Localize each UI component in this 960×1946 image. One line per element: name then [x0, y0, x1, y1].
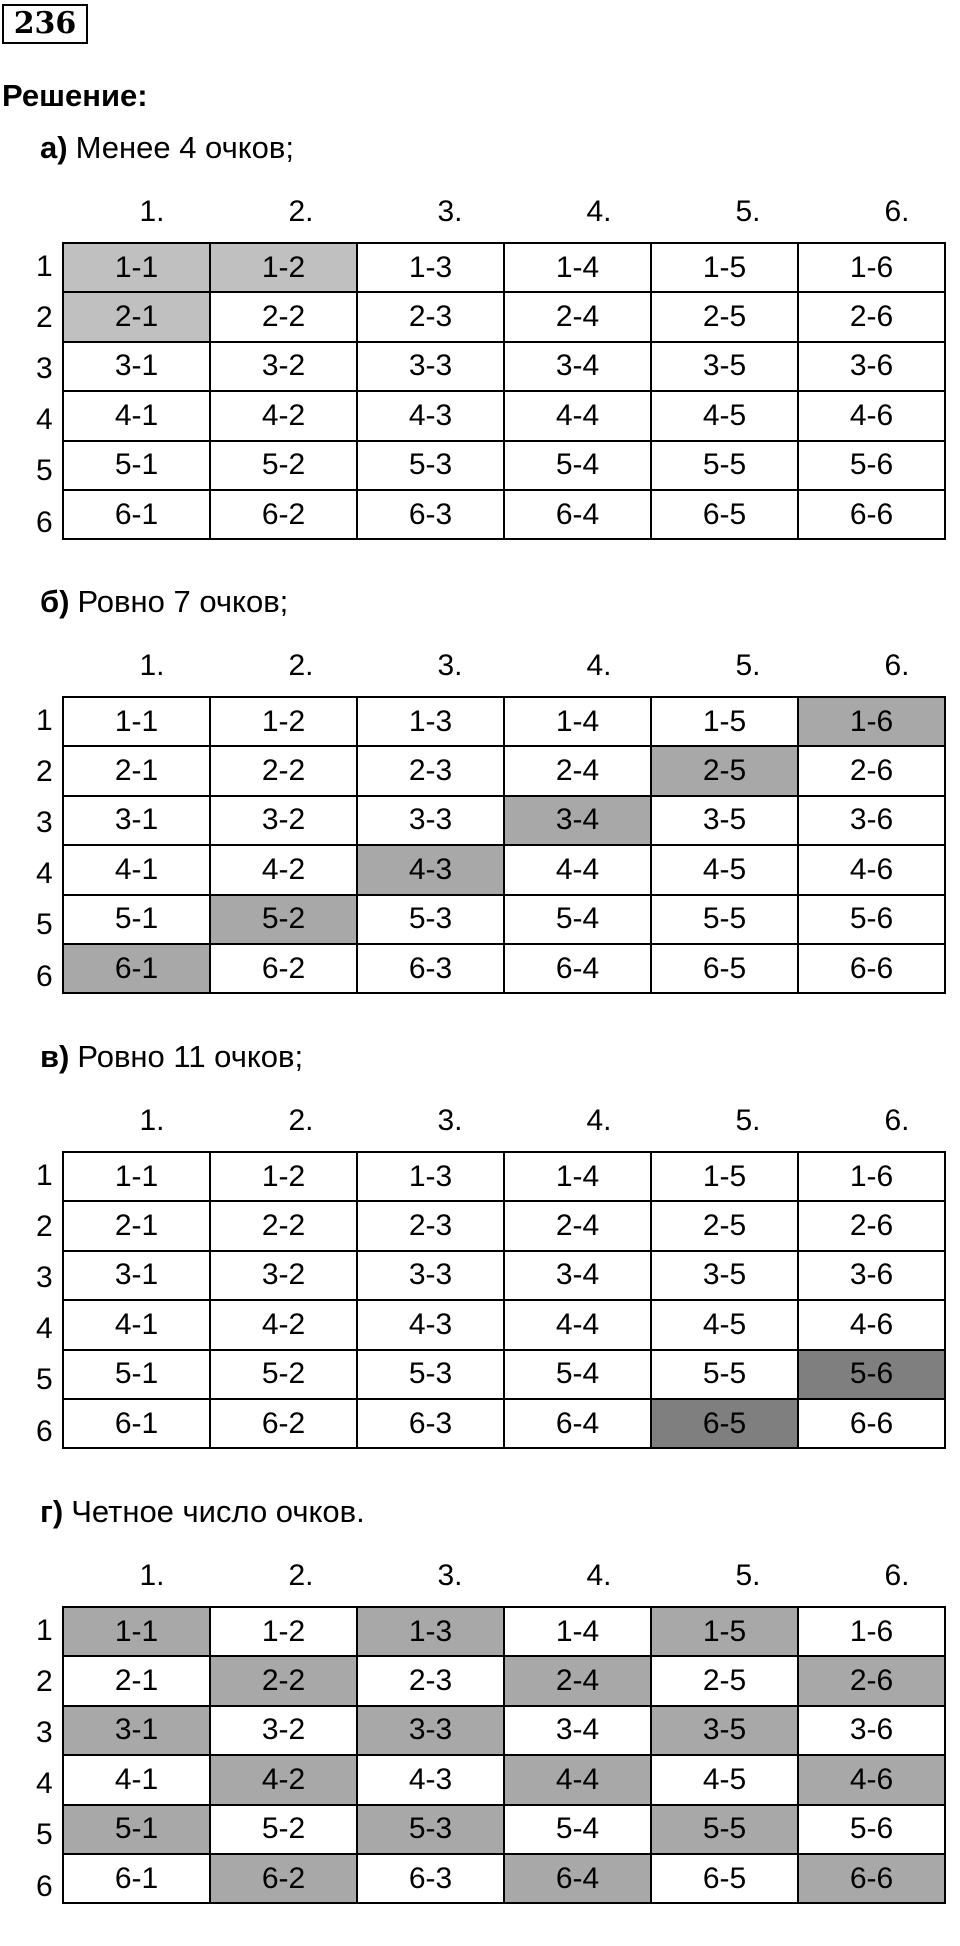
table-cell: 2-5 [651, 1201, 798, 1250]
table-cell: 6-6 [798, 1399, 945, 1448]
table-cell-highlighted: 3-4 [504, 796, 651, 845]
table-cell: 3-1 [63, 342, 210, 391]
table-row [63, 895, 945, 944]
column-header: 4. [586, 195, 612, 228]
table-cell-highlighted: 1-5 [651, 1607, 798, 1656]
table-cell: 3-4 [504, 1251, 651, 1300]
table-row [63, 1755, 945, 1804]
row-header: 5 [36, 908, 53, 941]
table-cell: 3-1 [63, 796, 210, 845]
table-cell-highlighted: 3-1 [63, 1706, 210, 1755]
table-cell: 5-4 [504, 441, 651, 490]
table-cell: 4-4 [504, 845, 651, 894]
table-cell: 2-2 [210, 746, 357, 795]
table-row [63, 1854, 945, 1903]
row-header: 2 [36, 1665, 53, 1698]
table-cell: 5-1 [63, 895, 210, 944]
table-cell-highlighted: 4-3 [357, 845, 504, 894]
table-cell: 5-4 [504, 895, 651, 944]
column-header: 5. [735, 1104, 761, 1137]
table-cell-highlighted: 2-4 [504, 1656, 651, 1705]
column-header: 6. [884, 195, 910, 228]
column-header: 6. [884, 1104, 910, 1137]
outcome-table [62, 1151, 946, 1449]
row-header: 1 [36, 1159, 53, 1192]
row-header: 6 [36, 960, 53, 993]
column-header: 2. [288, 1104, 314, 1137]
row-header: 4 [36, 1312, 53, 1345]
table-cell: 2-2 [210, 1201, 357, 1250]
table-cell: 6-5 [651, 1854, 798, 1903]
table-row [63, 1399, 945, 1448]
table-row [63, 697, 945, 746]
row-header: 1 [36, 704, 53, 737]
section-heading [40, 1039, 303, 1075]
column-header: 2. [288, 649, 314, 682]
table-cell-highlighted: 6-1 [63, 944, 210, 993]
column-header: 3. [437, 195, 463, 228]
table-cell: 3-2 [210, 1251, 357, 1300]
table-cell: 1-4 [504, 697, 651, 746]
table-cell: 1-6 [798, 1607, 945, 1656]
table-cell: 1-2 [210, 697, 357, 746]
table-cell: 3-2 [210, 796, 357, 845]
table-cell: 5-4 [504, 1805, 651, 1854]
table-cell-highlighted: 1-3 [357, 1607, 504, 1656]
table-cell: 3-4 [504, 1706, 651, 1755]
table-cell: 1-4 [504, 1607, 651, 1656]
table-cell: 2-4 [504, 1201, 651, 1250]
table-cell: 5-6 [798, 895, 945, 944]
table-cell-highlighted: 4-6 [798, 1755, 945, 1804]
section-letter: г) [40, 1494, 64, 1529]
table-cell: 4-1 [63, 1300, 210, 1349]
table-row [63, 391, 945, 440]
row-header: 1 [36, 250, 53, 283]
section-letter: а) [40, 130, 68, 165]
table-cell: 6-1 [63, 1399, 210, 1448]
table-cell: 2-3 [357, 1656, 504, 1705]
table-cell: 3-5 [651, 1251, 798, 1300]
table-cell: 5-5 [651, 895, 798, 944]
table-cell: 1-5 [651, 243, 798, 292]
table-cell: 3-6 [798, 342, 945, 391]
table-cell-highlighted: 2-5 [651, 746, 798, 795]
table-cell: 6-2 [210, 944, 357, 993]
table-cell-highlighted: 1-1 [63, 243, 210, 292]
table-row [63, 342, 945, 391]
table-cell: 6-4 [504, 490, 651, 539]
table-cell: 1-4 [504, 243, 651, 292]
table-cell: 4-6 [798, 1300, 945, 1349]
row-header: 5 [36, 454, 53, 487]
section-heading [40, 584, 288, 620]
table-cell: 2-5 [651, 1656, 798, 1705]
table-cell: 6-1 [63, 1854, 210, 1903]
column-header: 4. [586, 1104, 612, 1137]
column-header: 4. [586, 649, 612, 682]
table-cell-highlighted: 6-4 [504, 1854, 651, 1903]
table-cell-highlighted: 5-5 [651, 1805, 798, 1854]
table-cell-highlighted: 5-6 [798, 1350, 945, 1399]
column-header: 1. [139, 1559, 165, 1592]
table-cell-highlighted: 3-5 [651, 1706, 798, 1755]
table-cell: 4-5 [651, 845, 798, 894]
table-cell-highlighted: 5-2 [210, 895, 357, 944]
table-cell: 5-6 [798, 441, 945, 490]
column-header: 5. [735, 1559, 761, 1592]
table-row [63, 1805, 945, 1854]
table-cell: 6-6 [798, 944, 945, 993]
column-header: 1. [139, 1104, 165, 1137]
table-cell: 1-5 [651, 697, 798, 746]
table-row [63, 1607, 945, 1656]
table-cell: 2-6 [798, 292, 945, 341]
table-cell: 5-3 [357, 1350, 504, 1399]
section-letter: б) [40, 584, 70, 619]
table-cell: 3-5 [651, 796, 798, 845]
row-header: 1 [36, 1614, 53, 1647]
column-header: 2. [288, 195, 314, 228]
section-heading [40, 130, 294, 166]
row-header: 2 [36, 1210, 53, 1243]
table-row [63, 796, 945, 845]
table-cell: 2-1 [63, 1201, 210, 1250]
table-cell: 4-4 [504, 1300, 651, 1349]
row-header: 3 [36, 806, 53, 839]
row-header: 3 [36, 1261, 53, 1294]
column-header: 3. [437, 1559, 463, 1592]
table-cell: 2-5 [651, 292, 798, 341]
table-cell: 6-4 [504, 944, 651, 993]
table-cell-highlighted: 6-6 [798, 1854, 945, 1903]
table-cell: 2-6 [798, 1201, 945, 1250]
table-row [63, 1201, 945, 1250]
table-cell: 3-5 [651, 342, 798, 391]
table-row [63, 1656, 945, 1705]
table-cell: 3-6 [798, 796, 945, 845]
table-row [63, 845, 945, 894]
table-cell: 4-1 [63, 1755, 210, 1804]
row-header: 5 [36, 1818, 53, 1851]
section-heading [40, 1494, 365, 1530]
table-cell: 1-3 [357, 697, 504, 746]
table-cell: 3-3 [357, 342, 504, 391]
table-row [63, 1300, 945, 1349]
column-header: 3. [437, 1104, 463, 1137]
table-cell: 5-3 [357, 441, 504, 490]
table-row [63, 1152, 945, 1201]
solution-label: Решение: [2, 78, 148, 113]
table-cell: 5-5 [651, 1350, 798, 1399]
table-cell: 1-3 [357, 243, 504, 292]
table-row [63, 746, 945, 795]
column-header: 6. [884, 1559, 910, 1592]
table-cell-highlighted: 5-1 [63, 1805, 210, 1854]
table-row [63, 292, 945, 341]
table-cell-highlighted: 2-1 [63, 292, 210, 341]
table-cell: 4-3 [357, 391, 504, 440]
row-header: 2 [36, 755, 53, 788]
table-cell-highlighted: 6-5 [651, 1399, 798, 1448]
table-cell: 4-3 [357, 1300, 504, 1349]
table-cell: 6-5 [651, 944, 798, 993]
column-header: 5. [735, 195, 761, 228]
table-cell: 4-5 [651, 1755, 798, 1804]
row-header: 4 [36, 857, 53, 890]
table-cell: 6-2 [210, 1399, 357, 1448]
problem-number: 236 [2, 4, 88, 44]
table-cell: 4-1 [63, 845, 210, 894]
table-cell: 4-2 [210, 391, 357, 440]
outcome-table [62, 696, 946, 994]
section-condition: Ровно 11 очков; [77, 1039, 304, 1074]
column-header: 5. [735, 649, 761, 682]
column-header: 6. [884, 649, 910, 682]
table-cell: 5-5 [651, 441, 798, 490]
table-cell: 4-6 [798, 845, 945, 894]
row-header: 4 [36, 403, 53, 436]
column-header: 2. [288, 1559, 314, 1592]
table-cell-highlighted: 1-6 [798, 697, 945, 746]
table-cell-highlighted: 1-2 [210, 243, 357, 292]
table-cell: 2-1 [63, 746, 210, 795]
table-cell: 3-3 [357, 1251, 504, 1300]
table-row [63, 1350, 945, 1399]
table-cell: 4-5 [651, 391, 798, 440]
table-cell: 6-4 [504, 1399, 651, 1448]
row-header: 6 [36, 1415, 53, 1448]
table-cell: 6-6 [798, 490, 945, 539]
table-cell: 1-3 [357, 1152, 504, 1201]
table-cell: 1-6 [798, 1152, 945, 1201]
table-cell: 5-3 [357, 895, 504, 944]
table-cell: 3-2 [210, 342, 357, 391]
table-cell: 4-3 [357, 1755, 504, 1804]
table-cell: 6-3 [357, 490, 504, 539]
section-condition: Четное число очков. [71, 1494, 365, 1529]
row-header: 5 [36, 1363, 53, 1396]
table-cell: 2-4 [504, 292, 651, 341]
table-row [63, 441, 945, 490]
table-cell: 4-1 [63, 391, 210, 440]
row-header: 4 [36, 1767, 53, 1800]
outcome-table [62, 1606, 946, 1904]
outcome-table [62, 242, 946, 540]
table-cell: 1-5 [651, 1152, 798, 1201]
table-cell: 2-3 [357, 292, 504, 341]
table-cell: 2-4 [504, 746, 651, 795]
table-cell: 4-6 [798, 391, 945, 440]
table-cell: 2-3 [357, 746, 504, 795]
table-cell: 5-1 [63, 1350, 210, 1399]
table-cell: 2-3 [357, 1201, 504, 1250]
table-cell: 2-2 [210, 292, 357, 341]
section-condition: Ровно 7 очков; [77, 584, 289, 619]
row-header: 3 [36, 1716, 53, 1749]
table-cell: 3-1 [63, 1251, 210, 1300]
table-cell: 1-2 [210, 1152, 357, 1201]
column-header: 4. [586, 1559, 612, 1592]
row-header: 3 [36, 352, 53, 385]
table-cell-highlighted: 2-6 [798, 1656, 945, 1705]
table-cell: 3-6 [798, 1706, 945, 1755]
table-cell: 1-4 [504, 1152, 651, 1201]
table-cell: 4-5 [651, 1300, 798, 1349]
section-letter: в) [40, 1039, 70, 1074]
table-cell: 2-1 [63, 1656, 210, 1705]
column-header: 1. [139, 649, 165, 682]
table-cell: 1-2 [210, 1607, 357, 1656]
table-cell: 1-1 [63, 1152, 210, 1201]
table-row [63, 1251, 945, 1300]
table-cell: 4-4 [504, 391, 651, 440]
table-cell: 5-4 [504, 1350, 651, 1399]
row-header: 6 [36, 1870, 53, 1903]
table-cell-highlighted: 2-2 [210, 1656, 357, 1705]
table-cell: 2-6 [798, 746, 945, 795]
table-cell-highlighted: 1-1 [63, 1607, 210, 1656]
table-cell-highlighted: 6-2 [210, 1854, 357, 1903]
table-cell-highlighted: 4-2 [210, 1755, 357, 1804]
table-cell: 5-2 [210, 441, 357, 490]
table-cell: 3-2 [210, 1706, 357, 1755]
table-cell: 4-2 [210, 1300, 357, 1349]
table-cell: 5-2 [210, 1805, 357, 1854]
row-header: 2 [36, 301, 53, 334]
column-header: 3. [437, 649, 463, 682]
table-cell: 6-1 [63, 490, 210, 539]
table-row [63, 243, 945, 292]
table-cell: 3-4 [504, 342, 651, 391]
table-row [63, 944, 945, 993]
table-cell: 6-5 [651, 490, 798, 539]
section-condition: Менее 4 очков; [75, 130, 295, 165]
table-cell: 5-6 [798, 1805, 945, 1854]
table-cell: 3-6 [798, 1251, 945, 1300]
table-cell: 6-3 [357, 1854, 504, 1903]
table-cell: 6-2 [210, 490, 357, 539]
table-row [63, 1706, 945, 1755]
column-header: 1. [139, 195, 165, 228]
table-row [63, 490, 945, 539]
table-cell-highlighted: 3-3 [357, 1706, 504, 1755]
row-header: 6 [36, 506, 53, 539]
table-cell: 6-3 [357, 1399, 504, 1448]
table-cell-highlighted: 4-4 [504, 1755, 651, 1804]
table-cell: 1-6 [798, 243, 945, 292]
table-cell: 5-1 [63, 441, 210, 490]
table-cell-highlighted: 5-3 [357, 1805, 504, 1854]
table-cell: 1-1 [63, 697, 210, 746]
table-cell: 3-3 [357, 796, 504, 845]
table-cell: 5-2 [210, 1350, 357, 1399]
table-cell: 4-2 [210, 845, 357, 894]
table-cell: 6-3 [357, 944, 504, 993]
